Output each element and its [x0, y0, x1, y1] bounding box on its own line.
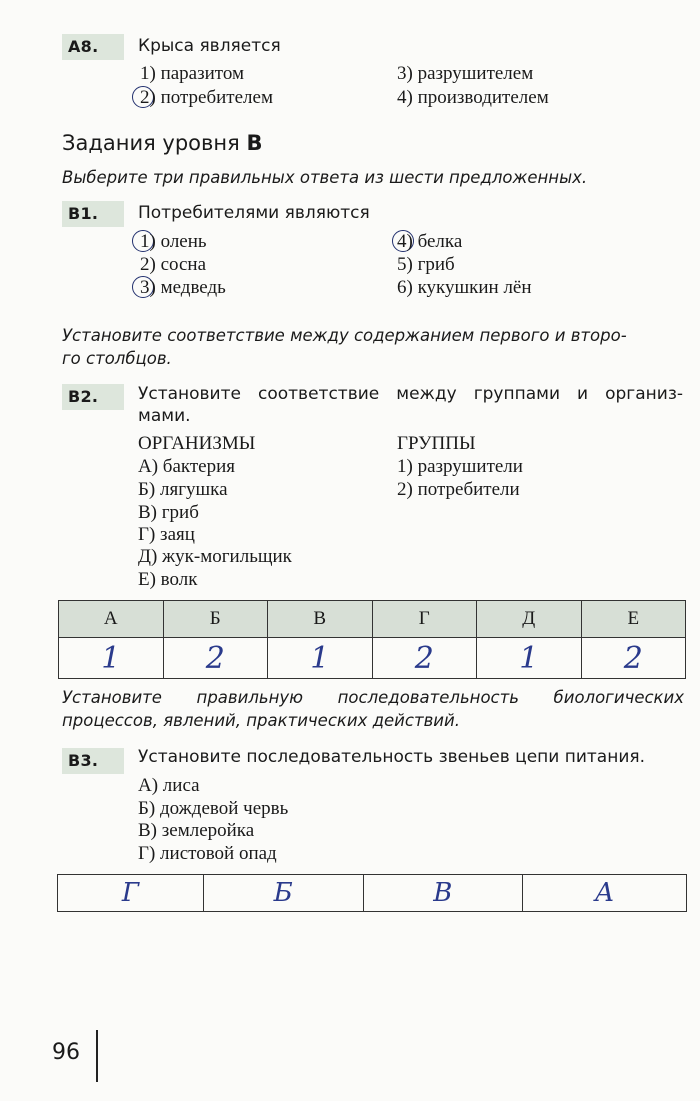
organism-item: Г) заяц — [138, 524, 195, 545]
b2-answer-table — [58, 600, 686, 679]
b3-label: В3. — [62, 748, 124, 774]
handwritten-answer[interactable]: 2 — [372, 638, 477, 679]
organism-item: А) бактерия — [138, 456, 236, 477]
a8-question: Крыса является — [138, 36, 281, 56]
table-header-cell: В — [268, 601, 373, 638]
a8-option-2: 2) потребителем — [140, 87, 273, 108]
match-instruction-line2: го столбцов. — [62, 349, 172, 368]
a8-option-1: 1) паразитом — [140, 63, 244, 84]
organisms-column-title: ОРГАНИЗМЫ — [138, 433, 256, 454]
handwritten-answer[interactable]: 2 — [163, 638, 268, 679]
b1-question: Потребителями являются — [138, 203, 370, 223]
b3-item: Б) дождевой червь — [138, 798, 289, 819]
handwritten-answer[interactable]: 1 — [477, 638, 582, 679]
b1-option-2: 2) сосна — [140, 254, 207, 275]
organism-item: Б) лягушка — [138, 479, 228, 500]
handwritten-answer[interactable]: Б — [203, 875, 363, 912]
organism-item: В) гриб — [138, 502, 199, 523]
seq-instruction-line1: Установите правильную последовательность биологических — [62, 688, 684, 707]
b1-label: В1. — [62, 201, 124, 227]
seq-instruction-line2: процессов, явлений, практических действий. — [62, 711, 460, 730]
handwritten-answer[interactable]: В — [363, 875, 523, 912]
b1-option-5: 5) гриб — [397, 254, 455, 275]
handwritten-answer[interactable]: А — [523, 875, 687, 912]
b3-item: Г) листовой опад — [138, 843, 277, 864]
section-b-heading: Задания уровня В — [62, 131, 263, 155]
group-item: 2) потребители — [397, 479, 520, 500]
table-header-cell: А — [59, 601, 164, 638]
a8-option-3: 3) разрушителем — [397, 63, 534, 84]
b2-question-line2: мами. — [138, 406, 191, 426]
a8-label: А8. — [62, 34, 124, 60]
table-answer-row — [59, 638, 686, 679]
table-header-cell: Б — [163, 601, 268, 638]
b1-option-6: 6) кукушкин лён — [397, 277, 532, 298]
table-header-cell: Е — [581, 601, 686, 638]
organism-item: Е) волк — [138, 569, 198, 590]
table-header-row — [59, 601, 686, 638]
b2-question-line1: Установите соответствие между группами и организ- — [138, 384, 683, 404]
table-header-cell: Д — [477, 601, 582, 638]
b3-item: А) лиса — [138, 775, 200, 796]
section-b-instruction: Выберите три правильных ответа из шести предложенных. — [62, 168, 588, 187]
b1-option-3: 3) медведь — [140, 277, 226, 298]
group-item: 1) разрушители — [397, 456, 523, 477]
b3-item: В) землеройка — [138, 820, 255, 841]
page-number-divider — [96, 1030, 98, 1082]
a8-option-4: 4) производителем — [397, 87, 549, 108]
b2-label: В2. — [62, 384, 124, 410]
groups-column-title: ГРУППЫ — [397, 433, 476, 454]
organism-item: Д) жук-могильщик — [138, 546, 292, 567]
b3-question: Установите последовательность звеньев цепи питания. — [138, 747, 645, 767]
handwritten-answer[interactable]: 1 — [268, 638, 373, 679]
b1-option-4: 4) белка — [397, 231, 463, 252]
table-header-cell: Г — [372, 601, 477, 638]
table-answer-row — [58, 875, 687, 912]
handwritten-answer[interactable]: 1 — [59, 638, 164, 679]
b1-option-1: 1) олень — [140, 231, 207, 252]
b3-answer-table — [57, 874, 687, 912]
handwritten-answer[interactable]: Г — [58, 875, 204, 912]
page-number: 96 — [52, 1040, 80, 1065]
match-instruction-line1: Установите соответствие между содержанием первого и второ- — [62, 326, 627, 345]
handwritten-answer[interactable]: 2 — [581, 638, 686, 679]
